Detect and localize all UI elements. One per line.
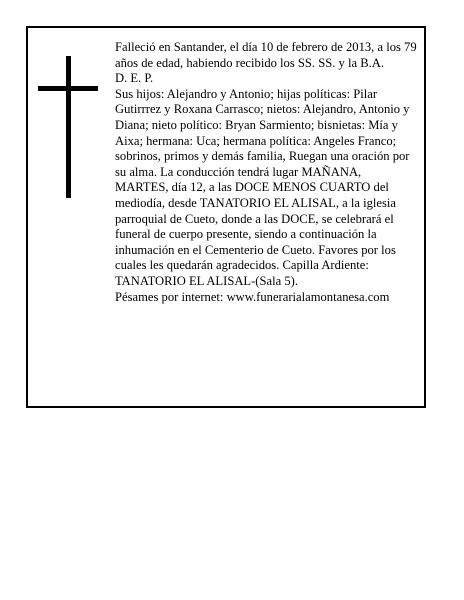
obituary-notice [26, 26, 426, 408]
family-and-funeral-details: Sus hijos: Alejandro y Antonio; hijas políticas: Pilar Gutirrrez y Roxana Carrasco; nietos: Alejandro, Antonio y Diana; nieto político: Bryan Sarmiento; bisnietas: Mía y Aixa; hermana: Uca; hermana política: Angeles Franco; sobrinos, primos y demás familia, Ruegan una oración por su alma. La conducción tendrá lugar MAÑANA, MARTES, día 12, a las DOCE MENOS CUARTO del mediodía, desde TANATORIO EL ALISAL, a la iglesia parroquial de Cueto, donde a las DOCE, se celebrará el funeral de cuerpo presente, siendo a continuación la inhumación en el Cementerio de Cueto. Favores por los cuales les quedarán agradecidos. Capilla Ardiente: TANATORIO EL ALISAL-(Sala 5). [115, 86, 410, 288]
notice-text [115, 40, 417, 305]
cross-icon [38, 56, 98, 198]
condolences-line: Pésames por internet: www.funerarialamontanesa.com [115, 289, 390, 304]
death-announcement: Falleció en Santander, el día 10 de febrero de 2013, a los 79 años de edad, habiendo recibido los SS. SS. y la B.A. [115, 40, 417, 70]
cross-vertical-bar [66, 56, 71, 198]
cross-horizontal-bar [38, 86, 98, 91]
dep-line: D. E. P. [115, 71, 154, 86]
